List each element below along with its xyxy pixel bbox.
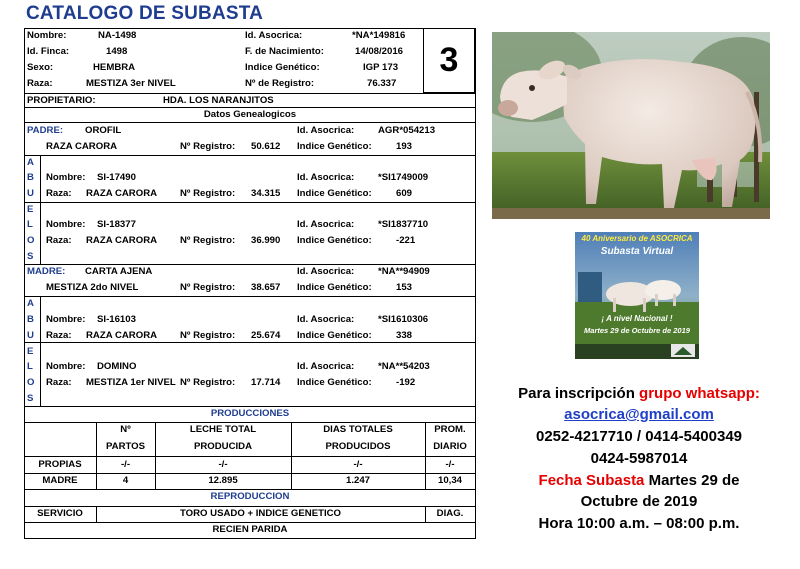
producciones-header: PRODUCCIONES bbox=[210, 408, 290, 419]
col-partos-1: Nº bbox=[120, 424, 131, 435]
row-label: PROPIAS bbox=[38, 459, 82, 470]
letter: S bbox=[27, 393, 34, 404]
letter: U bbox=[27, 330, 34, 341]
poster-line1: 40 Aniversario de ASOCRICA bbox=[581, 234, 693, 243]
am2-nombre-label: Nombre: bbox=[46, 361, 86, 372]
letter: A bbox=[27, 298, 34, 309]
ap1-registro: 34.315 bbox=[251, 188, 281, 199]
am1-indice: 338 bbox=[396, 330, 413, 341]
id-asocrica-label: Id. Asocrica: bbox=[245, 30, 303, 41]
row-label: MADRE bbox=[42, 475, 78, 486]
id-finca-label: Id. Finca: bbox=[27, 46, 70, 57]
fecha-label: Fecha Subasta bbox=[538, 472, 645, 489]
am2-indice: -192 bbox=[396, 377, 416, 388]
nombre-label: Nombre: bbox=[27, 30, 67, 41]
hora-line: Hora 10:00 a.m. – 08:00 p.m. bbox=[538, 515, 740, 532]
am2-nombre: DOMINO bbox=[97, 361, 137, 372]
inscripcion-line bbox=[494, 385, 784, 402]
letter: B bbox=[27, 314, 34, 325]
poster-line3: ¡ A nivel Nacional ! bbox=[601, 314, 673, 323]
am1-nombre-label: Nombre: bbox=[46, 314, 86, 325]
madre-raza: MESTIZA 2do NIVEL bbox=[46, 282, 139, 293]
inscripcion-text: Para inscripción bbox=[518, 385, 635, 402]
ap1-id-label: Id. Asocrica: bbox=[297, 172, 355, 183]
ap1-raza: RAZA CARORA bbox=[86, 188, 158, 199]
ap2-id: *SI1837710 bbox=[378, 219, 429, 230]
catalog-title: CATALOGO DE SUBASTA bbox=[26, 3, 264, 24]
fecha-line-2: Octubre de 2019 bbox=[580, 493, 698, 510]
col-leche-2: PRODUCIDA bbox=[193, 441, 253, 452]
reproduccion-header: REPRODUCCION bbox=[210, 491, 290, 502]
am2-indice-label: Indice Genético: bbox=[297, 377, 372, 388]
padre-id-label: Id. Asocrica: bbox=[297, 125, 355, 136]
auction-poster bbox=[575, 232, 699, 359]
estado-value: RECIEN PARIDA bbox=[212, 524, 288, 535]
madre-indice-label: Indice Genético: bbox=[297, 282, 372, 293]
am1-raza-label: Raza: bbox=[46, 330, 72, 341]
letter: E bbox=[27, 346, 34, 357]
f-nacimiento-value: 14/08/2016 bbox=[355, 46, 404, 57]
indice-label: Indice Genético: bbox=[245, 62, 320, 73]
am1-nombre: SI-16103 bbox=[97, 314, 136, 325]
ap2-id-label: Id. Asocrica: bbox=[297, 219, 355, 230]
madre-registro: 38.657 bbox=[251, 282, 281, 293]
registro-label: Nº de Registro: bbox=[245, 78, 315, 89]
ap2-nombre: SI-18377 bbox=[97, 219, 136, 230]
letter: O bbox=[27, 377, 35, 388]
poster-line2: Subasta Virtual bbox=[600, 246, 674, 257]
am1-raza: RAZA CARORA bbox=[86, 330, 158, 341]
sexo-label: Sexo: bbox=[27, 62, 54, 73]
padre-label: PADRE: bbox=[27, 125, 64, 136]
row-dias: -/- bbox=[353, 459, 363, 470]
lot-number: 3 bbox=[423, 28, 475, 93]
propietario-label: PROPIETARIO: bbox=[27, 95, 96, 106]
padre-indice: 193 bbox=[396, 141, 413, 152]
am2-raza: MESTIZA 1er NIVEL bbox=[86, 377, 176, 388]
servicio-label: SERVICIO bbox=[37, 508, 83, 519]
letter: U bbox=[27, 188, 34, 199]
phones-line-1: 0252-4217710 / 0414-5400349 bbox=[535, 428, 743, 445]
madre-id: *NA**94909 bbox=[378, 266, 430, 277]
row-prom: 10,34 bbox=[437, 475, 462, 486]
email-link[interactable]: asocrica@gmail.com bbox=[564, 406, 714, 423]
phones-line-2: 0424-5987014 bbox=[590, 450, 688, 467]
raza-value: MESTIZA 3er NIVEL bbox=[86, 78, 176, 89]
row-leche: 12.895 bbox=[208, 475, 238, 486]
letter: E bbox=[27, 204, 34, 215]
row-partos: -/- bbox=[120, 459, 131, 470]
raza-label: Raza: bbox=[27, 78, 53, 89]
am2-registro: 17.714 bbox=[251, 377, 281, 388]
fecha-value: Martes 29 de bbox=[648, 472, 740, 489]
grupo-whatsapp: grupo whatsapp: bbox=[639, 385, 760, 402]
id-finca-value: 1498 bbox=[106, 46, 128, 57]
am1-indice-label: Indice Genético: bbox=[297, 330, 372, 341]
ap2-indice: -221 bbox=[396, 235, 416, 246]
row-prom: -/- bbox=[445, 459, 455, 470]
letter: L bbox=[27, 361, 33, 372]
f-nacimiento-label: F. de Nacimiento: bbox=[245, 46, 324, 57]
genealogicos-header: Datos Genealogicos bbox=[203, 109, 297, 120]
col-partos-2: PARTOS bbox=[105, 441, 146, 452]
madre-indice: 153 bbox=[396, 282, 413, 293]
fecha-line bbox=[494, 472, 784, 489]
ap2-nombre-label: Nombre: bbox=[46, 219, 86, 230]
poster-line4: Martes 29 de Octubre de 2019 bbox=[584, 326, 690, 335]
ap1-nombre: SI-17490 bbox=[97, 172, 136, 183]
am2-id-label: Id. Asocrica: bbox=[297, 361, 355, 372]
letter: B bbox=[27, 172, 34, 183]
ap2-registro: 36.990 bbox=[251, 235, 281, 246]
col-prom-1: PROM. bbox=[434, 424, 466, 435]
madre-label: MADRE: bbox=[27, 266, 66, 277]
email-line bbox=[494, 406, 784, 423]
ap1-registro-label: Nº Registro: bbox=[180, 188, 236, 199]
row-partos: 4 bbox=[122, 475, 129, 486]
padre-raza: RAZA CARORA bbox=[46, 141, 118, 152]
am1-registro: 25.674 bbox=[251, 330, 281, 341]
ap1-raza-label: Raza: bbox=[46, 188, 72, 199]
letter: L bbox=[27, 219, 33, 230]
ap1-indice-label: Indice Genético: bbox=[297, 188, 372, 199]
indice-value: IGP 173 bbox=[363, 62, 399, 73]
servicio-value: TORO USADO + INDICE GENETICO bbox=[179, 508, 342, 519]
am1-registro-label: Nº Registro: bbox=[180, 330, 236, 341]
sexo-value: HEMBRA bbox=[93, 62, 136, 73]
ap2-registro-label: Nº Registro: bbox=[180, 235, 236, 246]
ap2-raza: RAZA CARORA bbox=[86, 235, 158, 246]
propietario-value: HDA. LOS NARANJITOS bbox=[163, 95, 274, 106]
letter: S bbox=[27, 251, 34, 262]
ap2-indice-label: Indice Genético: bbox=[297, 235, 372, 246]
row-leche: -/- bbox=[218, 459, 228, 470]
ap1-id: *SI1749009 bbox=[378, 172, 429, 183]
ap1-nombre-label: Nombre: bbox=[46, 172, 86, 183]
padre-indice-label: Indice Genético: bbox=[297, 141, 372, 152]
madre-nombre: CARTA AJENA bbox=[85, 266, 153, 277]
col-dias-1: DIAS TOTALES bbox=[323, 424, 393, 435]
padre-id: AGR*054213 bbox=[378, 125, 436, 136]
padre-registro-label: Nº Registro: bbox=[180, 141, 236, 152]
letter: O bbox=[27, 235, 35, 246]
col-dias-2: PRODUCIDOS bbox=[325, 441, 391, 452]
am2-registro-label: Nº Registro: bbox=[180, 377, 236, 388]
nombre-value: NA-1498 bbox=[98, 30, 137, 41]
registro-value: 76.337 bbox=[367, 78, 397, 89]
diag-label: DIAG. bbox=[436, 508, 464, 519]
am1-id: *SI1610306 bbox=[378, 314, 429, 325]
letter: A bbox=[27, 157, 34, 168]
am2-raza-label: Raza: bbox=[46, 377, 72, 388]
am1-id-label: Id. Asocrica: bbox=[297, 314, 355, 325]
id-asocrica-value: *NA*149816 bbox=[352, 30, 406, 41]
madre-id-label: Id. Asocrica: bbox=[297, 266, 355, 277]
cow-photo bbox=[492, 32, 770, 219]
padre-nombre: OROFIL bbox=[85, 125, 122, 136]
col-prom-2: DIARIO bbox=[433, 441, 467, 452]
padre-registro: 50.612 bbox=[251, 141, 281, 152]
ap1-indice: 609 bbox=[396, 188, 413, 199]
am2-id: *NA**54203 bbox=[378, 361, 430, 372]
ap2-raza-label: Raza: bbox=[46, 235, 72, 246]
col-leche-1: LECHE TOTAL bbox=[189, 424, 257, 435]
row-dias: 1.247 bbox=[345, 475, 370, 486]
madre-registro-label: Nº Registro: bbox=[180, 282, 236, 293]
